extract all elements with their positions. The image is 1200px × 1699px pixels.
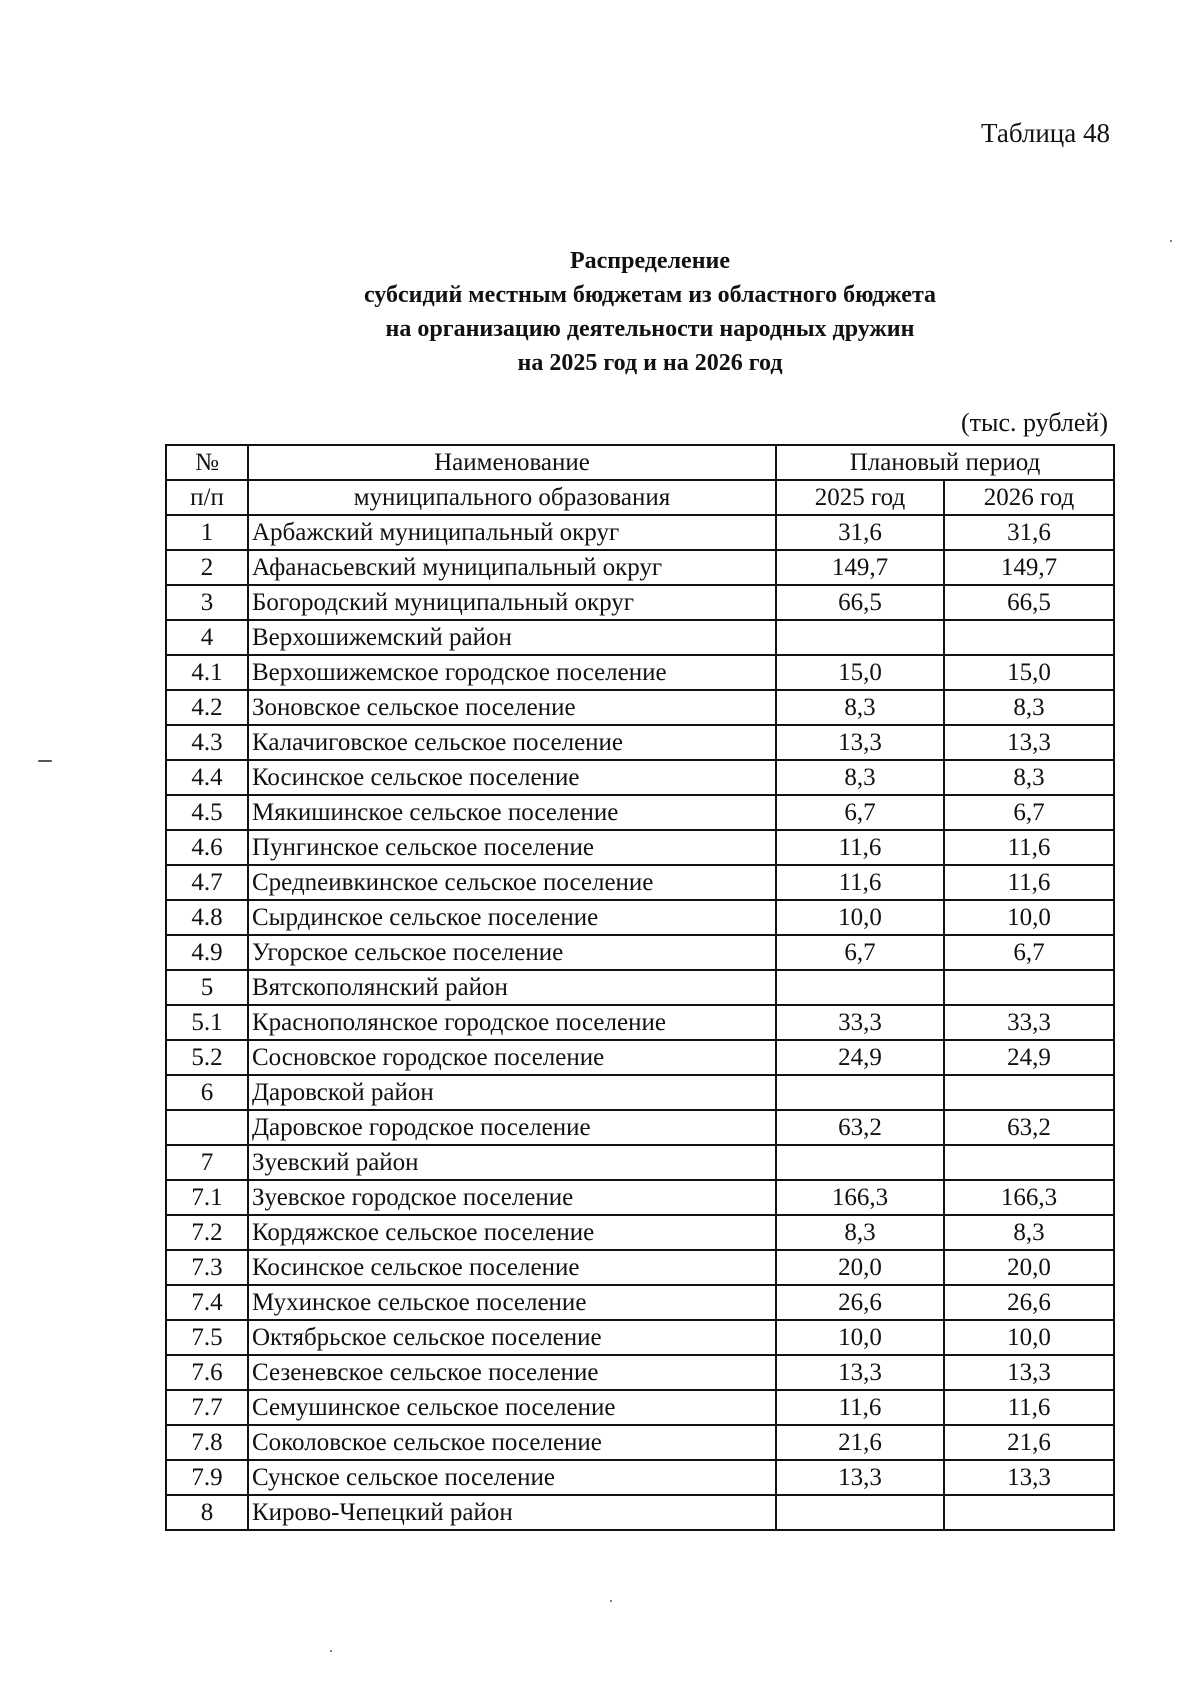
value-2025: 15,0 [776, 655, 944, 690]
row-number: 7 [166, 1145, 248, 1180]
table-row [166, 1460, 1114, 1495]
scan-speck [610, 1600, 612, 1602]
value-2025: 11,6 [776, 865, 944, 900]
row-number: 8 [166, 1495, 248, 1530]
row-number: 4.9 [166, 935, 248, 970]
scan-speck [38, 760, 52, 762]
value-2025: 6,7 [776, 795, 944, 830]
row-number: 7.7 [166, 1390, 248, 1425]
row-number: 7.2 [166, 1215, 248, 1250]
value-2025: 166,3 [776, 1180, 944, 1215]
municipality-name: Мякишинское сельское поселение [248, 795, 776, 830]
subsidy-table [165, 444, 1115, 1531]
header-year-2026: 2026 год [944, 480, 1114, 515]
value-2026: 13,3 [944, 1355, 1114, 1390]
table-row [166, 865, 1114, 900]
value-2026: 20,0 [944, 1250, 1114, 1285]
title-line: Распределение [569, 248, 731, 274]
municipality-name: Даровское городское поселение [248, 1110, 776, 1145]
header-row [166, 480, 1114, 515]
value-2025: 13,3 [776, 1355, 944, 1390]
row-number: 4.5 [166, 795, 248, 830]
municipality-name: Мухинское сельское поселение [248, 1285, 776, 1320]
table-row [166, 935, 1114, 970]
value-2026: 15,0 [944, 655, 1114, 690]
value-2026 [944, 1495, 1114, 1530]
document-title [0, 244, 1200, 380]
row-number: 7.8 [166, 1425, 248, 1460]
row-number: 5 [166, 970, 248, 1005]
municipality-name: Сезеневское сельское поселение [248, 1355, 776, 1390]
header-name-sub: муниципального образования [248, 480, 776, 515]
value-2026: 10,0 [944, 1320, 1114, 1355]
value-2026: 66,5 [944, 585, 1114, 620]
value-2026: 11,6 [944, 865, 1114, 900]
value-2025: 8,3 [776, 690, 944, 725]
row-number: 4.4 [166, 760, 248, 795]
value-2025: 21,6 [776, 1425, 944, 1460]
row-number: 6 [166, 1075, 248, 1110]
municipality-name: Пунгинское сельское поселение [248, 830, 776, 865]
title-line: на организацию деятельности народных дружин [385, 316, 915, 342]
row-number: 4.3 [166, 725, 248, 760]
table-row [166, 1320, 1114, 1355]
municipality-name: Зуевский район [248, 1145, 776, 1180]
municipality-name: Афанасьевский муниципальный округ [248, 550, 776, 585]
header-period: Плановый период [776, 445, 1114, 480]
row-number: 7.9 [166, 1460, 248, 1495]
municipality-name: Кордяжское сельское поселение [248, 1215, 776, 1250]
table-row [166, 550, 1114, 585]
value-2025 [776, 1075, 944, 1110]
table-row [166, 1005, 1114, 1040]
value-2025 [776, 1495, 944, 1530]
header-name: Наименование [248, 445, 776, 480]
table-row [166, 725, 1114, 760]
table-header [166, 445, 1114, 515]
row-number: 7.6 [166, 1355, 248, 1390]
table-row [166, 900, 1114, 935]
row-number: 3 [166, 585, 248, 620]
value-2025: 13,3 [776, 725, 944, 760]
municipality-name: Средneивкинское сельское поселение [248, 865, 776, 900]
municipality-name: Семушинское сельское поселение [248, 1390, 776, 1425]
value-2026: 11,6 [944, 1390, 1114, 1425]
table-row [166, 1040, 1114, 1075]
row-number: 4.2 [166, 690, 248, 725]
municipality-name: Вятскополянский район [248, 970, 776, 1005]
table-row [166, 1215, 1114, 1250]
table-row [166, 585, 1114, 620]
municipality-name: Косинское сельское поселение [248, 1250, 776, 1285]
municipality-name: Даровской район [248, 1075, 776, 1110]
title-line: на 2025 год и на 2026 год [517, 350, 783, 376]
municipality-name: Калачиговское сельское поселение [248, 725, 776, 760]
row-number: 4 [166, 620, 248, 655]
municipality-name: Зоновское сельское поселение [248, 690, 776, 725]
value-2025: 10,0 [776, 1320, 944, 1355]
value-2026: 63,2 [944, 1110, 1114, 1145]
units-label: (тыс. рублей) [960, 408, 1108, 437]
value-2025: 11,6 [776, 830, 944, 865]
row-number: 1 [166, 515, 248, 550]
row-number [166, 1110, 248, 1145]
table-body [166, 515, 1114, 1530]
municipality-name: Кирово-Чепецкий район [248, 1495, 776, 1530]
header-row [166, 445, 1114, 480]
table-row [166, 1180, 1114, 1215]
header-num-sub: п/п [166, 480, 248, 515]
table-row [166, 515, 1114, 550]
table-row [166, 1355, 1114, 1390]
municipality-name: Косинское сельское поселение [248, 760, 776, 795]
table-row [166, 1075, 1114, 1110]
table-number: Таблица 48 [981, 118, 1110, 148]
value-2025: 149,7 [776, 550, 944, 585]
value-2025: 8,3 [776, 1215, 944, 1250]
value-2025: 66,5 [776, 585, 944, 620]
value-2026 [944, 1075, 1114, 1110]
municipality-name: Угорское сельское поселение [248, 935, 776, 970]
municipality-name: Зуевское городское поселение [248, 1180, 776, 1215]
value-2025: 26,6 [776, 1285, 944, 1320]
value-2026: 166,3 [944, 1180, 1114, 1215]
municipality-name: Краснополянское городское поселение [248, 1005, 776, 1040]
table-row [166, 1250, 1114, 1285]
value-2025: 20,0 [776, 1250, 944, 1285]
value-2026: 6,7 [944, 795, 1114, 830]
value-2026: 24,9 [944, 1040, 1114, 1075]
value-2026 [944, 970, 1114, 1005]
municipality-name: Октябрьское сельское поселение [248, 1320, 776, 1355]
row-number: 7.5 [166, 1320, 248, 1355]
value-2025: 8,3 [776, 760, 944, 795]
title-line: субсидий местным бюджетам из областного бюджета [363, 282, 937, 308]
value-2025: 10,0 [776, 900, 944, 935]
table-row [166, 1425, 1114, 1460]
value-2026: 13,3 [944, 1460, 1114, 1495]
value-2025 [776, 970, 944, 1005]
value-2026: 10,0 [944, 900, 1114, 935]
value-2026: 8,3 [944, 690, 1114, 725]
value-2025: 33,3 [776, 1005, 944, 1040]
table-row [166, 1145, 1114, 1180]
scan-speck [1170, 240, 1172, 242]
municipality-name: Сунское сельское поселение [248, 1460, 776, 1495]
value-2026: 31,6 [944, 515, 1114, 550]
municipality-name: Верхошижемское городское поселение [248, 655, 776, 690]
value-2025: 11,6 [776, 1390, 944, 1425]
municipality-name: Арбажский муниципальный округ [248, 515, 776, 550]
row-number: 7.4 [166, 1285, 248, 1320]
table-row [166, 1110, 1114, 1145]
table-row [166, 760, 1114, 795]
table-row [166, 1390, 1114, 1425]
table-row [166, 1495, 1114, 1530]
row-number: 2 [166, 550, 248, 585]
value-2026: 11,6 [944, 830, 1114, 865]
municipality-name: Соколовское сельское поселение [248, 1425, 776, 1460]
value-2025: 31,6 [776, 515, 944, 550]
table-row [166, 690, 1114, 725]
row-number: 5.2 [166, 1040, 248, 1075]
value-2026: 26,6 [944, 1285, 1114, 1320]
value-2026: 21,6 [944, 1425, 1114, 1460]
municipality-name: Верхошижемский район [248, 620, 776, 655]
value-2026: 13,3 [944, 725, 1114, 760]
table-row [166, 1285, 1114, 1320]
row-number: 5.1 [166, 1005, 248, 1040]
row-number: 4.8 [166, 900, 248, 935]
row-number: 7.1 [166, 1180, 248, 1215]
scan-speck [330, 1650, 332, 1652]
value-2026: 8,3 [944, 1215, 1114, 1250]
row-number: 4.7 [166, 865, 248, 900]
value-2026: 6,7 [944, 935, 1114, 970]
value-2025: 6,7 [776, 935, 944, 970]
value-2026: 149,7 [944, 550, 1114, 585]
value-2025 [776, 620, 944, 655]
row-number: 4.6 [166, 830, 248, 865]
municipality-name: Сырдинское сельское поселение [248, 900, 776, 935]
table-row [166, 620, 1114, 655]
row-number: 7.3 [166, 1250, 248, 1285]
table-row [166, 795, 1114, 830]
table-row [166, 655, 1114, 690]
row-number: 4.1 [166, 655, 248, 690]
header-year-2025: 2025 год [776, 480, 944, 515]
value-2025: 63,2 [776, 1110, 944, 1145]
header-num: № [166, 445, 248, 480]
value-2026: 33,3 [944, 1005, 1114, 1040]
municipality-name: Богородский муниципальный округ [248, 585, 776, 620]
municipality-name: Сосновское городское поселение [248, 1040, 776, 1075]
value-2025: 13,3 [776, 1460, 944, 1495]
value-2025: 24,9 [776, 1040, 944, 1075]
table-row [166, 830, 1114, 865]
value-2026 [944, 1145, 1114, 1180]
table-row [166, 970, 1114, 1005]
value-2026: 8,3 [944, 760, 1114, 795]
value-2026 [944, 620, 1114, 655]
value-2025 [776, 1145, 944, 1180]
